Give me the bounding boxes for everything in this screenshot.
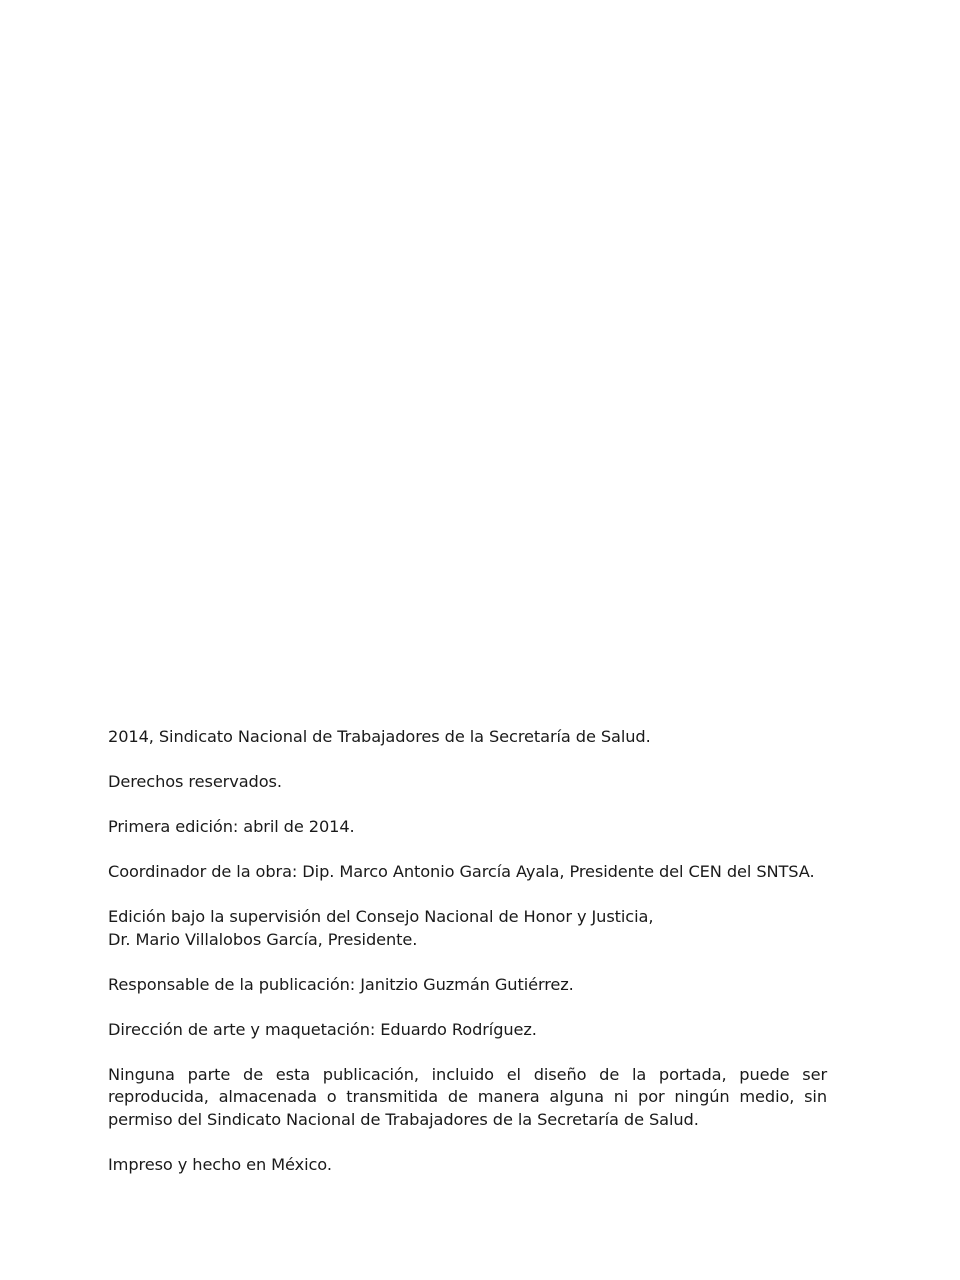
rights-notice-paragraph: Ninguna parte de esta publicación, incluido el diseño de la portada, puede ser reproducida, almacenada o transmitida de manera alguna ni por ningún medio, sin permiso del Sindicato Nacional de Trabajadores de la Secretaría de Salud. (108, 1064, 827, 1129)
rights-line: Derechos reservados. (108, 772, 282, 791)
art-direction-line: Dirección de arte y maquetación: Eduardo Rodríguez. (108, 1019, 537, 1039)
coordinator-line: Coordinador de la obra: Dip. Marco Antonio García Ayala, Presidente del CEN del SNTSA. (108, 862, 815, 881)
copyright-line: 2014, Sindicato Nacional de Trabajadores de la Secretaría de Salud. (108, 727, 651, 746)
colophon-block (108, 726, 827, 1199)
responsible-line: Responsable de la publicación: Janitzio Guzmán Gutiérrez. (108, 974, 574, 994)
supervision-paragraph (108, 906, 827, 951)
printed-in-line: Impreso y hecho en México. (108, 1154, 332, 1174)
edition-line: Primera edición: abril de 2014. (108, 817, 355, 836)
supervision-line-1: Edición bajo la supervisión del Consejo Nacional de Honor y Justicia, (108, 907, 654, 926)
supervision-line-2: Dr. Mario Villalobos García, Presidente. (108, 929, 418, 949)
